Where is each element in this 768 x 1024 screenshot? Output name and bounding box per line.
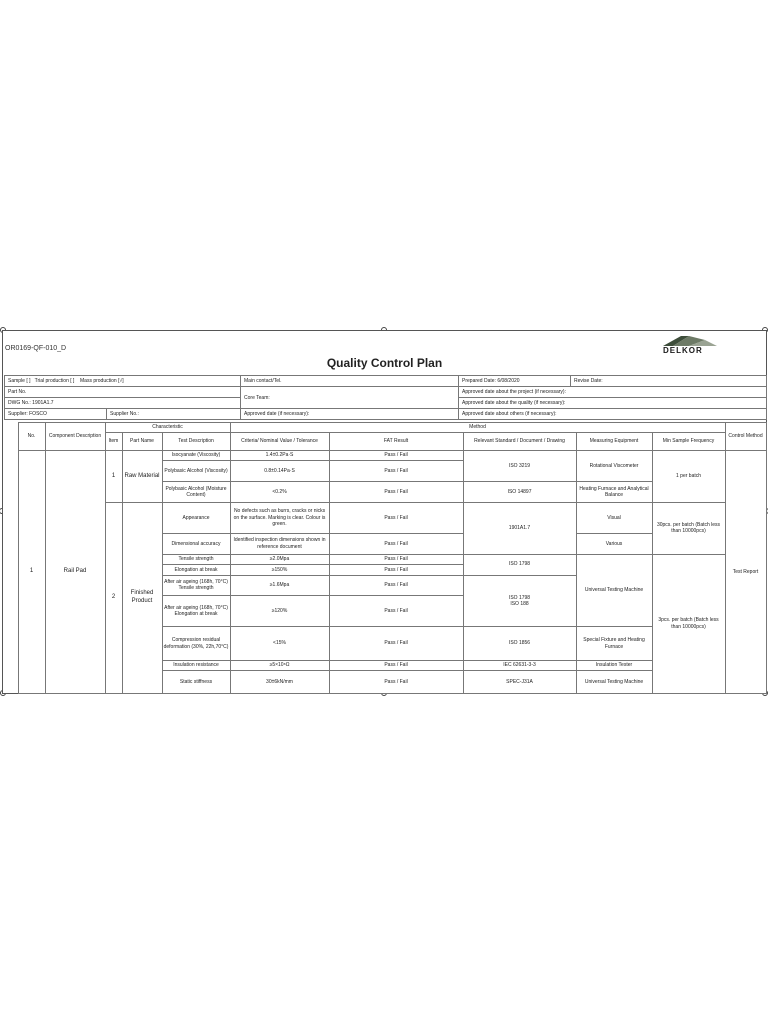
table-row xyxy=(4,451,766,461)
test-description: Tensile strength xyxy=(162,554,230,564)
test-description: Isocyanate (Viscosity) xyxy=(162,451,230,461)
criteria: ≥2.0Mpa xyxy=(230,554,329,564)
header-measuring-equipment: Measuring Equipment xyxy=(576,433,652,451)
document-sheet xyxy=(2,330,767,694)
approved-quality: Approved date about the quality (if necessary): xyxy=(459,398,767,409)
test-description: Elongation at break xyxy=(162,565,230,575)
test-description: Appearance xyxy=(162,502,230,533)
test-description: Polybasic Alcohol (Moisture Content) xyxy=(162,482,230,503)
header-method: Method xyxy=(230,423,725,433)
relevant-standard: ISO 14897 xyxy=(463,482,576,503)
page-title: Quality Control Plan xyxy=(326,356,443,370)
part-name-raw-material: Raw Material xyxy=(122,451,162,503)
criteria: 30±6kN/mm xyxy=(230,671,329,694)
component-description: Rail Pad xyxy=(45,451,105,694)
relevant-standard: ISO 1856 xyxy=(463,627,576,660)
criteria: ≥120% xyxy=(230,596,329,627)
relevant-standard: 1901A1.7 xyxy=(463,502,576,554)
relevant-standard: ISO 3219 xyxy=(463,451,576,482)
control-plan-table xyxy=(4,422,767,694)
relevant-standard: SPEC-J31A xyxy=(463,671,576,694)
control-method: Test Report xyxy=(725,451,766,694)
fat-result: Pass / Fail xyxy=(329,575,463,596)
criteria: 0.8±0.14Pa·S xyxy=(230,461,329,482)
fat-result: Pass / Fail xyxy=(329,554,463,564)
test-description: Dimensional accuracy xyxy=(162,534,230,555)
main-contact: Main contact/Tel. xyxy=(241,376,459,387)
doc-number: OR0169-QF-010_D xyxy=(5,345,67,352)
criteria: <15% xyxy=(230,627,329,660)
sample-checkbox[interactable]: Sample [ ] xyxy=(8,378,31,384)
approved-project: Approved date about the project (if necessary): xyxy=(459,387,767,398)
header-part-name: Part Name xyxy=(122,433,162,451)
approved-date: Approved date (if necessary): xyxy=(241,409,459,420)
test-description: Insulation resistance xyxy=(162,660,230,670)
criteria: ≥150% xyxy=(230,565,329,575)
measuring-equipment: Heating Furnace and Analytical Balance xyxy=(576,482,652,503)
header-item: Item xyxy=(105,433,122,451)
criteria: ≥5×10⁸Ω xyxy=(230,660,329,670)
mass-production-checkbox[interactable]: Mass production [√] xyxy=(80,378,124,384)
min-sample-frequency: 30pcs. per batch (Batch less than 10000pcs) xyxy=(652,502,725,554)
header-info-table xyxy=(4,375,767,420)
header-control-method: Control Method xyxy=(725,423,766,451)
fat-result: Pass / Fail xyxy=(329,565,463,575)
criteria: No defects such as burrs, cracks or nicks on the surface. Marking is clear. Colour is green. xyxy=(230,502,329,533)
logo-text: DELKOR xyxy=(663,346,703,355)
criteria: Identified inspection dimensions shown in reference document xyxy=(230,534,329,555)
production-type xyxy=(5,376,241,387)
table-row xyxy=(4,502,766,533)
fat-result: Pass / Fail xyxy=(329,596,463,627)
core-team: Core Team: xyxy=(241,387,459,409)
header-no: No. xyxy=(18,423,45,451)
header-relevant-standard: Relevant Standard / Document / Drawing xyxy=(463,433,576,451)
measuring-equipment: Special Fixture and Heating Furnace xyxy=(576,627,652,660)
criteria: 1.4±0.2Pa·S xyxy=(230,451,329,461)
approved-others: Approved date about others (if necessary): xyxy=(459,409,767,420)
part-no: Part No. xyxy=(5,387,241,398)
fat-result: Pass / Fail xyxy=(329,502,463,533)
supplier: Supplier: FOSCO xyxy=(5,409,107,420)
test-description: Polybasic Alcohol (Viscosity) xyxy=(162,461,230,482)
item-2: 2 xyxy=(105,502,122,693)
part-name-finished-product: Finished Product xyxy=(122,502,162,693)
measuring-equipment: Universal Testing Machine xyxy=(576,554,652,627)
fat-result: Pass / Fail xyxy=(329,482,463,503)
fat-result: Pass / Fail xyxy=(329,627,463,660)
measuring-equipment: Universal Testing Machine xyxy=(576,671,652,694)
supplier-no: Supplier No.: xyxy=(107,409,241,420)
header-fat-result: FAT Result xyxy=(329,433,463,451)
test-description: Compression residual deformation (30%, 22h,70°C) xyxy=(162,627,230,660)
fat-result: Pass / Fail xyxy=(329,660,463,670)
min-sample-frequency: 3pcs. per batch (Batch less than 10000pcs) xyxy=(652,554,725,693)
relevant-standard: ISO 1798 xyxy=(463,554,576,575)
measuring-equipment: Insulation Tester xyxy=(576,660,652,670)
test-description: Static stiffness xyxy=(162,671,230,694)
relevant-standard: IEC 62631-3-3 xyxy=(463,660,576,670)
header-criteria: Criteria/ Nominal Value / Tolerance xyxy=(230,433,329,451)
fat-result: Pass / Fail xyxy=(329,534,463,555)
measuring-equipment: Rotational Viscometer xyxy=(576,451,652,482)
criteria: <0.2% xyxy=(230,482,329,503)
header-min-sample: Min Sample Frequency xyxy=(652,433,725,451)
min-sample-frequency: 1 per batch xyxy=(652,451,725,503)
prepared-date: Prepared Date: 6/08/2020 xyxy=(459,376,571,387)
fat-result: Pass / Fail xyxy=(329,461,463,482)
measuring-equipment: Visual xyxy=(576,502,652,533)
revise-date: Revise Date: xyxy=(571,376,767,387)
dwg-no: DWG No.: 1901A1.7 xyxy=(5,398,241,409)
fat-result: Pass / Fail xyxy=(329,451,463,461)
test-description: After air ageing (168h, 70°C) Tensile strength xyxy=(162,575,230,596)
test-description: After air ageing (168h, 70°C) Elongation at break xyxy=(162,596,230,627)
header-test-description: Test Description xyxy=(162,433,230,451)
fat-result: Pass / Fail xyxy=(329,671,463,694)
header-component: Component Description xyxy=(45,423,105,451)
header-characteristic: Characteristic xyxy=(105,423,230,433)
item-1: 1 xyxy=(105,451,122,503)
row-no: 1 xyxy=(18,451,45,694)
measuring-equipment: Various xyxy=(576,534,652,555)
relevant-standard: ISO 1798 ISO 188 xyxy=(463,575,576,627)
trial-production-checkbox[interactable]: Trial production [ ] xyxy=(34,378,75,384)
criteria: ≥1.6Mpa xyxy=(230,575,329,596)
company-logo xyxy=(659,335,719,355)
